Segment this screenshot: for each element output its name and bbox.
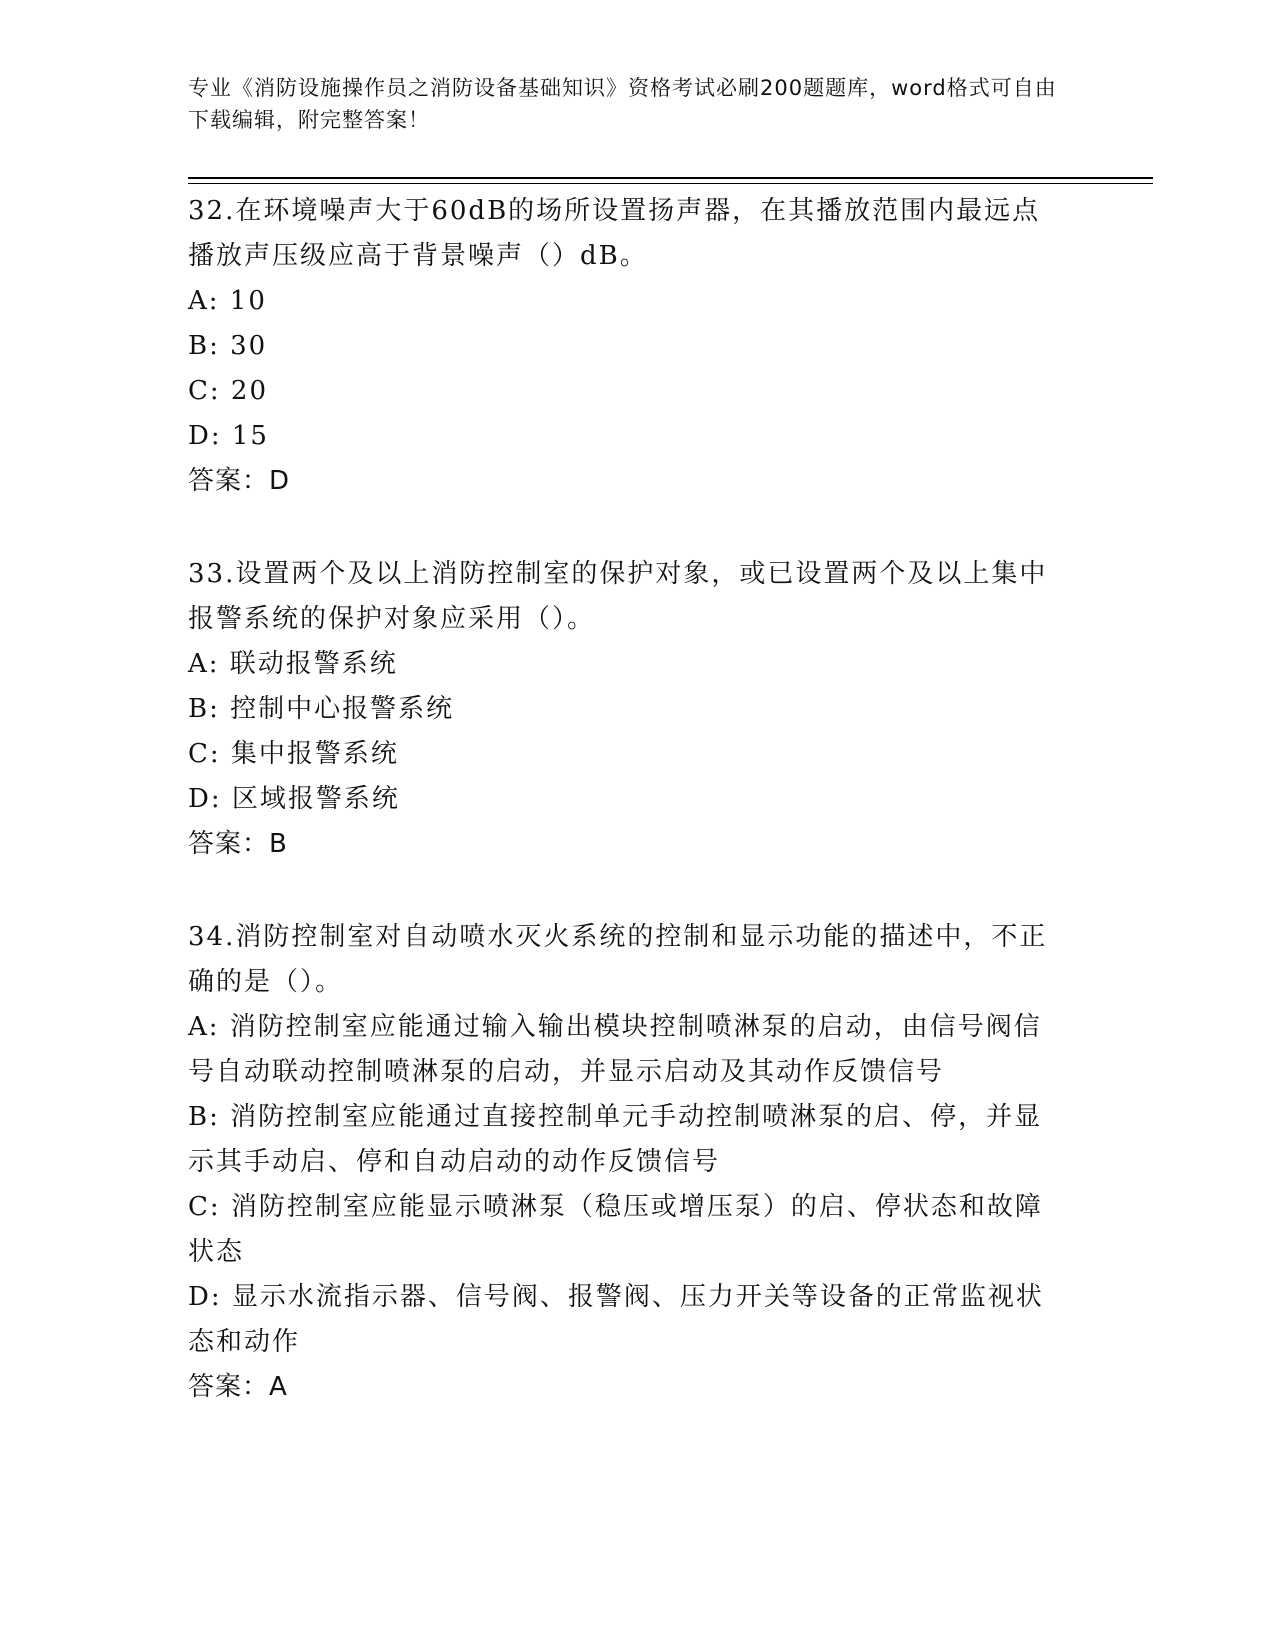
option-a: A: 10 — [188, 286, 267, 316]
question-stem: 32.在环境噪声大于60dB的场所设置扬声器，在其播放范围内最远点播放声压级应高于背景噪声（）dB。 — [188, 196, 1041, 271]
document-header: 专业《消防设施操作员之消防设备基础知识》资格考试必刷200题题库，word格式可自由下载编辑，附完整答案！ — [188, 76, 1057, 132]
answer-line: 答案：A — [188, 1372, 288, 1402]
answer-line: 答案：D — [188, 466, 291, 496]
option-d: D: 15 — [188, 421, 269, 451]
option-a: A: 联动报警系统 — [188, 649, 398, 679]
option-b: B: 30 — [188, 331, 268, 361]
header-divider-thin — [188, 183, 1153, 184]
header-divider-thick — [188, 177, 1153, 179]
option-b: B: 控制中心报警系统 — [188, 694, 455, 724]
answer-line: 答案：B — [188, 829, 288, 859]
question-32 — [188, 189, 1068, 504]
question-stem: 33.设置两个及以上消防控制室的保护对象，或已设置两个及以上集中报警系统的保护对象应采用（）。 — [188, 559, 1048, 634]
option-c: C: 消防控制室应能显示喷淋泵（稳压或增压泵）的启、停状态和故障状态 — [188, 1192, 1043, 1267]
option-b: B: 消防控制室应能通过直接控制单元手动控制喷淋泵的启、停，并显示其手动启、停和自动启动的动作反馈信号 — [188, 1102, 1043, 1177]
option-c: C: 20 — [188, 376, 269, 406]
option-d: D: 区域报警系统 — [188, 784, 400, 814]
option-c: C: 集中报警系统 — [188, 739, 399, 769]
question-33 — [188, 552, 1068, 867]
question-34 — [188, 915, 1068, 1410]
question-stem: 34.消防控制室对自动喷水灭火系统的控制和显示功能的描述中，不正确的是（）。 — [188, 922, 1048, 997]
option-a: A: 消防控制室应能通过输入输出模块控制喷淋泵的启动，由信号阀信号自动联动控制喷淋泵的启动，并显示启动及其动作反馈信号 — [188, 1012, 1042, 1087]
option-d: D: 显示水流指示器、信号阀、报警阀、压力开关等设备的正常监视状态和动作 — [188, 1282, 1044, 1357]
